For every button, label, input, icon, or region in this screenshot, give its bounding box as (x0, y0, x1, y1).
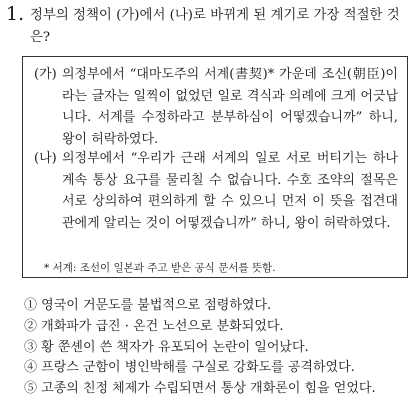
choice-1[interactable]: ① 영국이 거문도를 불법적으로 점령하였다. (24, 298, 272, 313)
footnote: * 서계: 조선이 일본과 주고 받은 공식 문서를 뜻함. (44, 262, 276, 274)
answer-choices (24, 296, 376, 400)
passage-na-label: (나) (34, 151, 57, 166)
passage-na-text: 의정부에서 “우리가 근래 서계의 일로 서로 버티기는 하나 계속 통상 요구를 물리칠 수 없습니다. 수호 조약의 절목은 서로 상의하여 편의하게 할 수 있으니 먼저 이 뜻을 접견대관에게 알리는 것이 어떻겠습니까” 하니, 왕이 허락하였다. (62, 151, 398, 231)
choice-3[interactable]: ③ 황 쭌셴이 쓴 책자가 유포되어 논란이 일어났다. (24, 339, 309, 355)
passage-ga-text: 의정부에서 “대마도주의 서계(書契)* 가운데 조신(朝臣)이라는 글자는 일찍이 없었던 일로 격식과 의례에 크게 어긋납니다. 서계를 수정하라고 분부하심이 어떻겠습니까” 하니, 왕이 허락하였다. (62, 67, 398, 147)
question-text: 정부의 정책이 (가)에서 (나)로 바뀌게 된 계기로 가장 적절한 것은? (30, 8, 400, 45)
choice-4[interactable]: ④ 프랑스 군함이 병인박해를 구실로 강화도를 공격하였다. (24, 360, 355, 376)
passage-na (36, 148, 398, 234)
choice-2[interactable]: ② 개화파가 급진 · 온건 노선으로 분화되었다. (24, 318, 284, 334)
question-number: 1. (6, 3, 25, 25)
passage-ga-label: (가) (34, 67, 57, 82)
passage-ga (36, 64, 398, 150)
choice-5[interactable]: ⑤ 고종의 친정 체제가 수립되면서 통상 개화론이 힘을 얻었다. (24, 381, 376, 397)
